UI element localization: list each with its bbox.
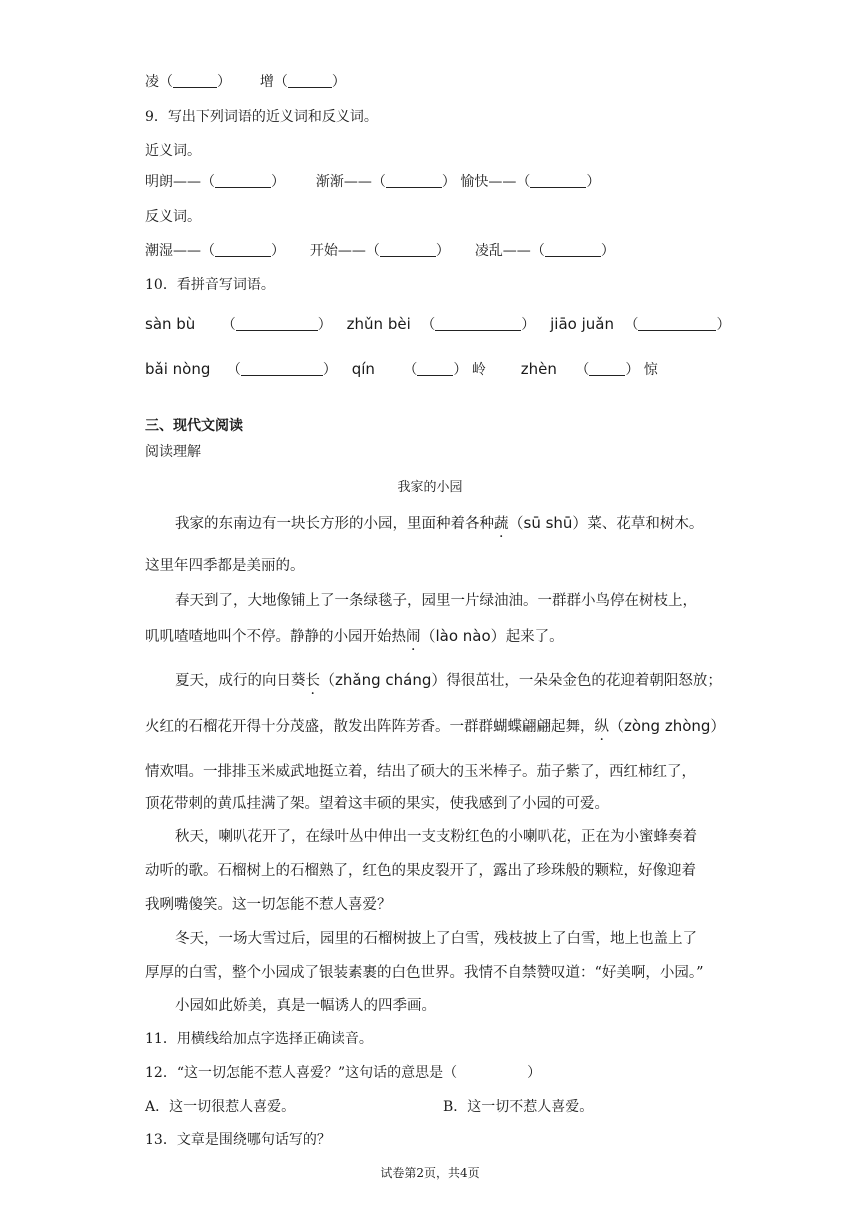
passage-line: 我咧嘴傻笑。这一切怎能不惹人喜爱？ <box>145 897 392 913</box>
ant-word-1: 潮湿—— <box>145 243 201 259</box>
page-footer: 试卷第2页，共4页 <box>380 1166 480 1180</box>
passage-line: 厚厚的白雪，整个小园成了银装素裹的白色世界。我情不自禁赞叹道：“好美啊，小园。” <box>145 965 704 981</box>
q10-row-1: sàn bù （ ） zhǔn bèi （ ） jiāo juǎn （ ） <box>145 315 731 333</box>
answer-blank[interactable] <box>236 316 318 331</box>
pinyin: bǎi nòng <box>145 360 211 378</box>
answer-blank[interactable] <box>215 173 271 188</box>
answer-blank[interactable] <box>417 361 453 376</box>
passage-line: 我家的东南边有一块长方形的小园，里面种着各种蔬（sū shū）菜、花草和树木。 <box>175 514 704 532</box>
answer-blank[interactable] <box>530 173 586 188</box>
passage-line: 情欢唱。一排排玉米威武地挺立着，结出了硕大的玉米棒子。茄子紫了，西红柿红了， <box>145 764 696 780</box>
q13: 13．文章是围绕哪句话写的？ <box>145 1132 331 1148</box>
pinyin: zhǔn bèi <box>346 315 411 333</box>
answer-blank[interactable] <box>386 173 442 188</box>
q11: 11．用横线给加点字选择正确读音。 <box>145 1031 373 1047</box>
answer-blank[interactable] <box>545 242 601 257</box>
q12-stem: 12．“这一切怎能不惹人喜爱？”这句话的意思是（ ） <box>145 1065 542 1081</box>
pinyin: sàn bù <box>145 315 196 333</box>
passage-line: 动听的歌。石榴树上的石榴熟了，红色的果皮裂开了，露出了珍珠般的颗粒，好像迎着 <box>145 863 696 879</box>
passage-line: 春天到了，大地像铺上了一条绿毯子，园里一片绿油油。一群群小鸟停在树枝上， <box>175 593 697 609</box>
answer-blank[interactable] <box>435 316 521 331</box>
q9-ant-row: 潮湿——（ ） 开始——（ ） 凌乱——（ ） <box>145 243 615 259</box>
q10-char: 惊 <box>643 362 658 378</box>
q9-ant-label: 反义词。 <box>145 209 201 225</box>
q10-row-2: bǎi nòng （ ） qín （ ） 岭 zhèn （ ） 惊 <box>145 360 658 378</box>
dotted-char: 纵 <box>594 719 609 735</box>
ant-word-2: 开始—— <box>309 243 366 259</box>
passage-line: 顶花带刺的黄瓜挂满了架。望着这丰硕的果实，使我感到了小园的可爱。 <box>145 796 609 812</box>
answer-blank[interactable] <box>288 73 332 88</box>
answer-blank[interactable] <box>380 242 436 257</box>
section-title: 三、现代文阅读 <box>145 418 243 434</box>
passage-line: 火红的石榴花开得十分茂盛，散发出阵阵芳香。一群群蝴蝶翩翩起舞，纵（zòng zhòng） <box>145 717 726 735</box>
syn-word-3: 愉快—— <box>460 174 517 190</box>
answer-blank[interactable] <box>638 316 716 331</box>
q9-syn-row: 明朗——（ ） 渐渐——（ ） 愉快——（ ） <box>145 174 601 190</box>
q12-option-b[interactable]: B．这一切不惹人喜爱。 <box>443 1099 594 1115</box>
pinyin: qín <box>351 360 375 378</box>
q8-tail-line: 凌（ ） 增（ ） <box>145 74 346 90</box>
passage-line: 小园如此娇美，真是一幅诱人的四季画。 <box>175 998 436 1014</box>
passage-line: 夏天，成行的向日葵长（zhǎng cháng）得很茁壮，一朵朵金色的花迎着朝阳怒放； <box>175 671 722 689</box>
section-subtitle: 阅读理解 <box>145 444 201 460</box>
q9-syn-label: 近义词。 <box>145 143 201 159</box>
q8-char-2: 增 <box>259 74 274 90</box>
answer-blank[interactable] <box>589 361 625 376</box>
syn-word-1: 明朗—— <box>145 174 201 190</box>
passage-line: 叽叽喳喳地叫个不停。静静的小园开始热闹（lào nào）起来了。 <box>145 627 564 645</box>
syn-word-2: 渐渐—— <box>315 174 372 190</box>
dotted-char: 长 <box>305 673 320 689</box>
passage-title: 我家的小园 <box>397 480 463 495</box>
dotted-char: 蔬 <box>494 516 509 532</box>
q8-char-1: 凌 <box>145 74 159 90</box>
q10-title: 10．看拼音写词语。 <box>145 277 275 293</box>
ant-word-3: 凌乱—— <box>474 243 531 259</box>
answer-blank[interactable] <box>241 361 323 376</box>
answer-blank[interactable] <box>173 73 217 88</box>
q9-title: 9．写出下列词语的近义词和反义词。 <box>145 109 378 125</box>
q12-option-a[interactable]: A．这一切很惹人喜爱。 <box>145 1099 296 1115</box>
passage-line: 这里年四季都是美丽的。 <box>145 558 305 574</box>
pinyin: zhèn <box>520 360 557 378</box>
dotted-char: 闹 <box>406 629 421 645</box>
passage-line: 冬天，一场大雪过后，园里的石榴树披上了白雪，残枝披上了白雪，地上也盖上了 <box>175 931 697 947</box>
pinyin: jiāo juǎn <box>550 315 614 333</box>
passage-line: 秋天，喇叭花开了，在绿叶丛中伸出一支支粉红色的小喇叭花，正在为小蜜蜂奏着 <box>175 829 697 845</box>
q10-char: 岭 <box>471 362 486 378</box>
answer-blank[interactable] <box>215 242 271 257</box>
